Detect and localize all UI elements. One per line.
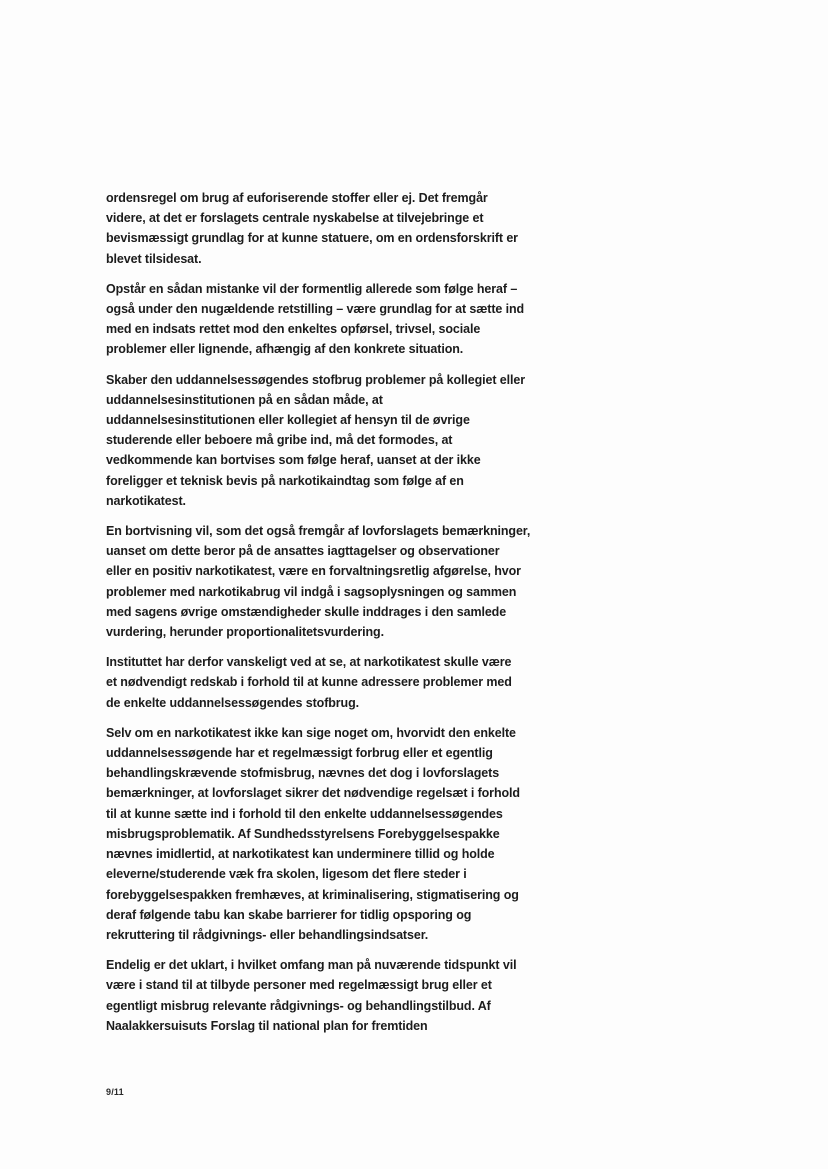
text-line: blevet tilsidesat. xyxy=(106,251,202,266)
paragraph xyxy=(106,188,566,269)
text-line: Selv om en narkotikatest ikke kan sige noget om, hvorvidt den enkelte xyxy=(106,725,516,740)
text-line: videre, at det er forslagets centrale nyskabelse at tilvejebringe et xyxy=(106,211,484,226)
text-line: til at kunne sætte ind i forhold til den enkelte uddannelsessøgendes xyxy=(106,806,503,821)
text-line: Skaber den uddannelsessøgendes stofbrug problemer på kollegiet eller xyxy=(106,372,526,387)
text-line: deraf følgende tabu kan skabe barrierer for tidlig opsporing og xyxy=(106,907,472,922)
text-line: studerende eller beboere må gribe ind, må det formodes, at xyxy=(106,433,453,448)
text-line: Endelig er det uklart, i hvilket omfang man på nuværende tidspunkt vil xyxy=(106,958,517,973)
text-line: ordensregel om brug af euforiserende stoffer eller ej. Det fremgår xyxy=(106,191,488,205)
text-line: egentligt misbrug relevante rådgivnings- og behandlingstilbud. Af xyxy=(106,998,491,1013)
text-line: bevismæssigt grundlag for at kunne statuere, om en ordensforskrift er xyxy=(106,231,518,246)
text-line: uddannelsessøgende har et regelmæssigt forbrug eller et egentlig xyxy=(106,746,493,761)
text-line: problemer eller lignende, afhængig af den konkrete situation. xyxy=(106,342,464,357)
paragraph xyxy=(106,279,566,360)
text-line: med en indsats rettet mod den enkeltes opførsel, trivsel, sociale xyxy=(106,322,481,337)
text-line: Instituttet har derfor vanskeligt ved at se, at narkotikatest skulle være xyxy=(106,655,512,670)
text-line: vurdering, herunder proportionalitetsvurdering. xyxy=(106,625,384,640)
text-line: også under den nugældende retstilling – være grundlag for at sætte ind xyxy=(106,302,525,317)
text-line: nævnes imidlertid, at narkotikatest kan underminere tillid og holde xyxy=(106,847,495,862)
text-line: eller en positiv narkotikatest, være en forvaltningsretlig afgørelse, hvor xyxy=(106,564,521,579)
text-line: med sagens øvrige omstændigheder skulle inddrages i den samlede xyxy=(106,604,507,619)
text-line: misbrugsproblematik. Af Sundhedsstyrelsens Forebyggelsespakke xyxy=(106,826,500,841)
text-line: rekruttering til rådgivnings- eller behandlingsindsatser. xyxy=(106,927,429,942)
text-line: narkotikatest. xyxy=(106,493,186,508)
paragraph xyxy=(106,652,566,713)
page-number: 9/11 xyxy=(106,1087,124,1097)
text-line: de enkelte uddannelsessøgendes stofbrug. xyxy=(106,695,360,710)
paragraph xyxy=(106,521,566,642)
text-line: En bortvisning vil, som det også fremgår af lovforslagets bemærkninger, xyxy=(106,524,531,539)
text-line: et nødvendigt redskab i forhold til at kunne adressere problemer med xyxy=(106,675,512,690)
text-line: Opstår en sådan mistanke vil der formentlig allerede som følge heraf – xyxy=(106,281,518,296)
text-line: uddannelsesinstitutionen på en sådan måde, at xyxy=(106,392,383,407)
paragraph xyxy=(106,955,566,1036)
text-line: Naalakkersuisuts Forslag til national plan for fremtiden xyxy=(106,1018,428,1033)
text-line: behandlingskrævende stofmisbrug, nævnes det dog i lovforslagets xyxy=(106,766,500,781)
text-line: eleverne/studerende væk fra skolen, ligesom det flere steder i xyxy=(106,867,467,882)
text-line: uanset om dette beror på de ansattes iagttagelser og observationer xyxy=(106,544,500,559)
text-line: forebyggelsespakken fremhæves, at kriminalisering, stigmatisering og xyxy=(106,887,519,902)
text-line: være i stand til at tilbyde personer med regelmæssigt brug eller et xyxy=(106,978,492,993)
paragraph xyxy=(106,723,566,945)
text-line: vedkommende kan bortvises som følge heraf, uanset at der ikke xyxy=(106,453,481,468)
body-text xyxy=(106,188,566,1046)
paragraph xyxy=(106,370,566,511)
text-line: bemærkninger, at lovforslaget sikrer det nødvendige regelsæt i forhold xyxy=(106,786,520,801)
text-line: problemer med narkotikabrug vil indgå i sagsoplysningen og sammen xyxy=(106,584,517,599)
text-line: uddannelsesinstitutionen eller kollegiet af hensyn til de øvrige xyxy=(106,413,470,428)
text-line: foreligger et teknisk bevis på narkotikaindtag som følge af en xyxy=(106,473,464,488)
